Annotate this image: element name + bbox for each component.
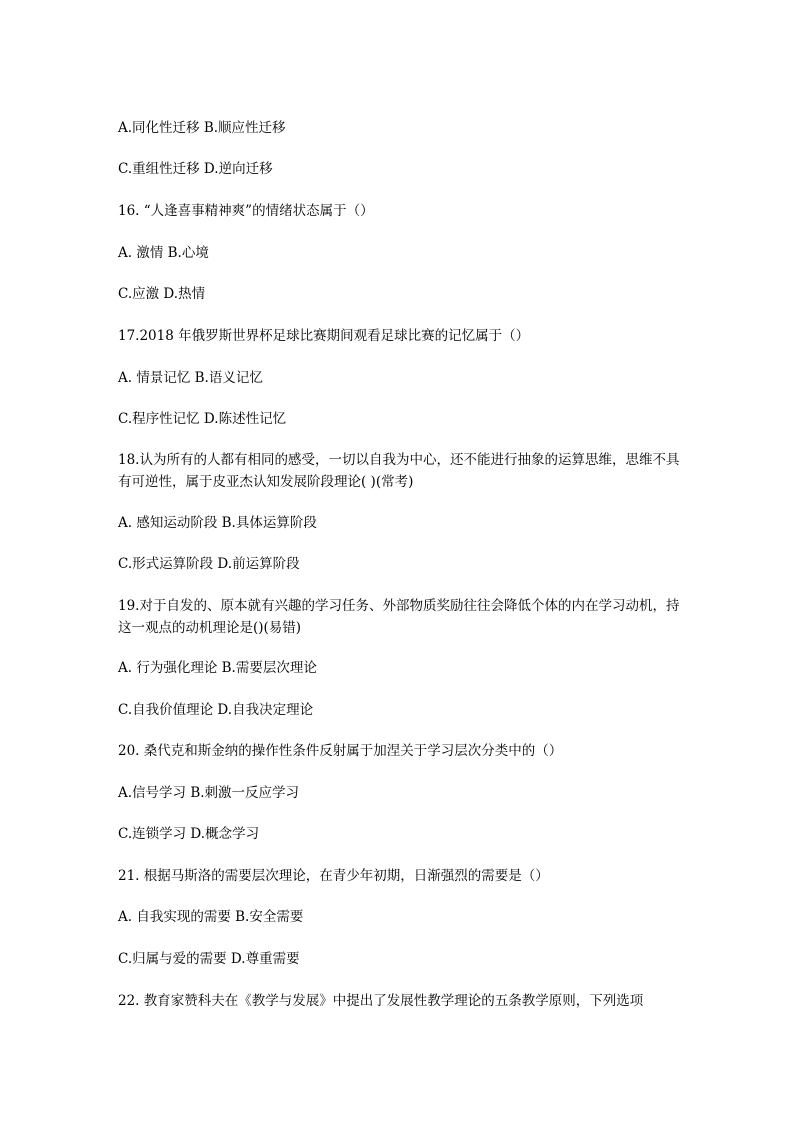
q20-options-ab: A.信号学习 B.刺激一反应学习	[118, 785, 300, 801]
q19-options-ab: A. 行为强化理论 B.需要层次理论	[118, 660, 317, 676]
q15-options-ab: A.同化性迁移 B.顺应性迁移	[118, 120, 286, 136]
q16-options-cd: C.应激 D.热情	[118, 286, 206, 302]
q18-options-ab: A. 感知运动阶段 B.具体运算阶段	[118, 515, 317, 531]
q15-options-cd: C.重组性迁移 D.逆向迁移	[118, 161, 273, 177]
q16-options-ab: A. 激情 B.心境	[118, 245, 209, 261]
q20-question: 20. 桑代克和斯金纳的操作性条件反射属于加涅关于学习层次分类中的（）	[118, 743, 563, 759]
q16-question: 16. “人逢喜事精神爽”的情绪状态属于（）	[118, 203, 374, 219]
q17-options-cd: C.程序性记忆 D.陈述性记忆	[118, 411, 287, 427]
q21-question: 21. 根据马斯洛的需要层次理论，在青少年初期，日渐强烈的需要是（）	[118, 868, 549, 884]
q21-options-cd: C.归属与爱的需要 D.尊重需要	[118, 951, 300, 967]
q18-options-cd: C.形式运算阶段 D.前运算阶段	[118, 556, 300, 572]
q17-options-ab: A. 情景记忆 B.语义记忆	[118, 370, 263, 386]
q17-question: 17.2018 年俄罗斯世界杯足球比赛期间观看足球比赛的记忆属于（）	[118, 328, 530, 344]
q21-options-ab: A. 自我实现的需要 B.安全需要	[118, 909, 304, 925]
q20-options-cd: C.连锁学习 D.概念学习	[118, 826, 260, 842]
q22-question: 22. 教育家赞科夫在《教学与发展》中提出了发展性教学理论的五条教学原则，下列选项	[118, 993, 644, 1009]
q19-question: 19.对于自发的、原本就有兴趣的学习任务、外部物质奖励往往会降低个体的内在学习动机，持这一观点的动机理论是()(易错)	[118, 598, 680, 636]
q18-question: 18.认为所有的人都有相同的感受，一切以自我为中心，还不能进行抽象的运算思维，思维不具有可逆性，属于皮亚杰认知发展阶段理论( )(常考)	[118, 452, 680, 490]
q19-options-cd: C.自我价值理论 D.自我决定理论	[118, 702, 314, 718]
